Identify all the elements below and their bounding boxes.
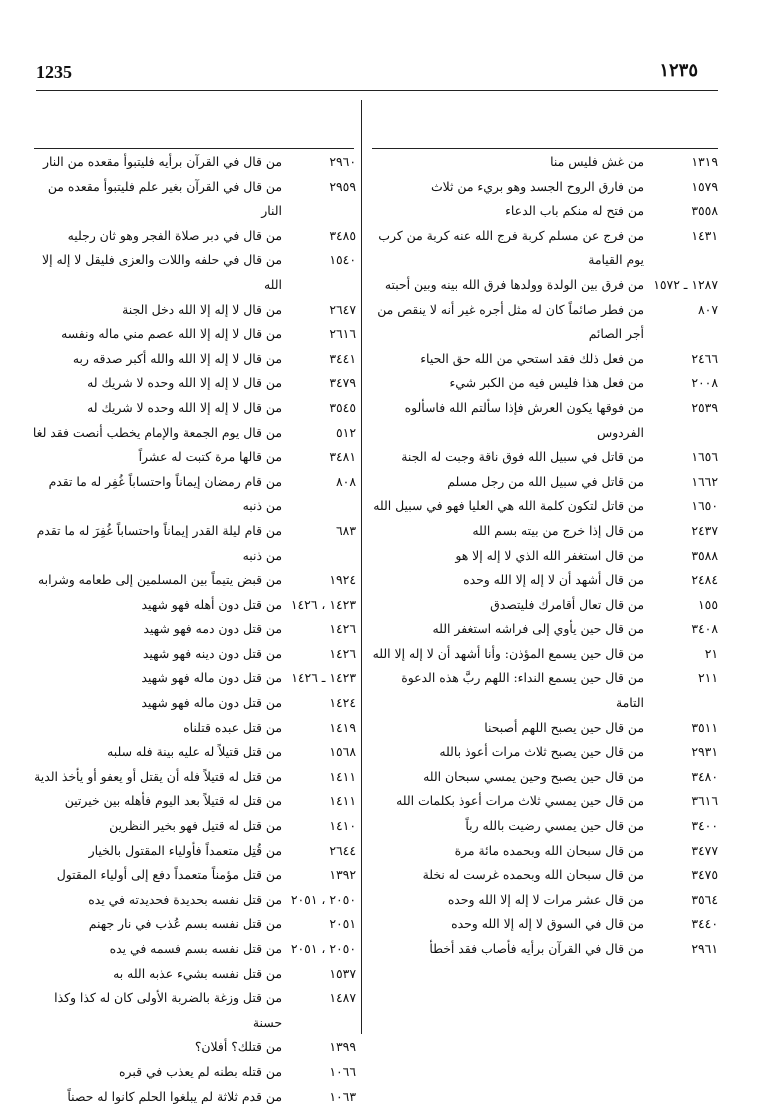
entry-number: ٢٦٤٧ [329, 301, 356, 317]
entry-number: ١٤٢٣ ، ١٤٢٦ [290, 596, 356, 612]
entry-number: ٢١١ [698, 670, 718, 686]
entry-number: ٣٤٠٨ [691, 621, 718, 637]
index-entry [30, 937, 356, 962]
index-entry [372, 519, 718, 544]
entry-number: ٢٠٠٨ [691, 375, 718, 391]
entry-text: من قال حين يأوي إلى فراشه استغفر الله [432, 621, 644, 637]
index-entry [30, 1060, 356, 1085]
index-entry [30, 248, 356, 297]
entry-text: من قتل مؤمناً متعمداً دفع إلى أولياء المقتول [56, 867, 282, 883]
entry-text: من فارق الروح الجسد وهو بريء من ثلاث [430, 178, 644, 194]
index-entry [30, 666, 356, 691]
entry-number: ٢٦١٦ [329, 326, 356, 342]
entry-number: ٣٥٤٥ [329, 399, 356, 415]
entry-text: من قتل قتيلاً له عليه بينة فله سلبه [107, 744, 282, 760]
entry-number: ٢٤٦٦ [691, 350, 718, 366]
entry-text: من قاتل لتكون كلمة الله هي العليا فهو في سبيل الله [373, 498, 644, 514]
entry-number: ١٤٨٧ [329, 990, 356, 1006]
index-entry [372, 273, 718, 298]
index-entry [372, 912, 718, 937]
index-entry [372, 199, 718, 224]
entry-text: من قال في السوق لا إله إلا الله وحده [451, 916, 644, 932]
entry-text: من قام ليلة القدر إيماناً واحتساباً غُفِرَ له ما تقدم من ذنبه [36, 522, 282, 563]
entry-number: ٦٨٣ [336, 522, 356, 538]
entry-text: من قاتل في سبيل الله من رجل مسلم [447, 473, 644, 489]
entry-text: من قتل دون أهله فهو شهيد [141, 596, 282, 612]
index-entry [372, 175, 718, 200]
entry-text: من قتل عبده قتلناه [183, 719, 282, 735]
index-entry [30, 765, 356, 790]
index-entry [30, 224, 356, 249]
index-entry [372, 839, 718, 864]
entry-number: ٢٦٤٤ [329, 842, 356, 858]
index-entry [30, 371, 356, 396]
entry-text: من قال في دبر صلاة الفجر وهو ثان رجليه [67, 227, 282, 243]
entry-number: ٣٤٨١ [329, 449, 356, 465]
index-entry [372, 347, 718, 372]
index-entry [30, 347, 356, 372]
index-entry [372, 593, 718, 618]
entry-text: من قال حين يصبح اللهم أصبحنا [484, 719, 644, 735]
index-entry [372, 666, 718, 715]
index-entry [372, 494, 718, 519]
entry-number: ١٥٤٠ [329, 252, 356, 268]
entry-text: من قتل دون دينه فهو شهيد [142, 645, 282, 661]
entry-number: ٣٥١١ [691, 719, 718, 735]
entry-number: ٢٠٥٠ ، ٢٠٥١ [290, 941, 356, 956]
entry-number: ١٢٨٧ ـ ١٥٧٢ [653, 276, 718, 292]
index-entry [372, 298, 718, 347]
index-entry [372, 863, 718, 888]
index-entry [30, 691, 356, 716]
entry-number: ٣٤٤١ [329, 350, 356, 366]
entry-number: ٢٩٦٠ [329, 154, 356, 169]
entry-text: من قال حين يمسي ثلاث مرات أعوذ بكلمات الله [396, 793, 644, 809]
index-entry [30, 322, 356, 347]
entry-number: ١٥٥ [698, 596, 718, 612]
index-entry [30, 1035, 356, 1060]
index-entry [372, 396, 718, 445]
entry-number: ٣٥٨٨ [691, 547, 718, 563]
index-entry [30, 421, 356, 446]
entry-number: ٣٤٧٥ [691, 867, 718, 883]
entry-text: من قال حين يصبح وحين يمسي سبحان الله [423, 768, 644, 784]
entry-text: من فعل ذلك فقد استحي من الله حق الحياء [420, 350, 644, 366]
entry-number: ٢٩٥٩ [329, 178, 356, 194]
left-column [30, 150, 356, 1109]
entry-number: ٣٥٥٨ [691, 203, 718, 219]
entry-number: ٥١٢ [336, 424, 356, 440]
entry-text: من فعل هذا فليس فيه من الكبر شيء [449, 375, 644, 391]
index-entry [30, 962, 356, 987]
index-entry [30, 912, 356, 937]
entry-text: من قال لا إله إلا الله وحده لا شريك له [87, 399, 282, 415]
entry-text: من قُتِل متعمداً فأولياء المقتول بالخيار [88, 842, 282, 858]
entry-number: ١٤٢٣ ـ ١٤٢٦ [291, 670, 356, 686]
entry-text: من قال إذا خرج من بيته بسم الله [472, 522, 644, 538]
entry-text: من قال تعال أقامرك فليتصدق [490, 596, 644, 612]
entry-text: من فوقها يكون العرش فإذا سألتم الله فاسألوه الفردوس [404, 399, 644, 440]
entry-number: ٢٠٥١ [329, 916, 356, 932]
entry-text: من قال حين يصبح ثلاث مرات أعوذ بالله [439, 744, 644, 760]
header-rule [36, 90, 718, 91]
entry-text: من قاتل في سبيل الله فوق ناقة وجبت له الجنة [401, 449, 644, 465]
entry-number: ٨٠٨ [336, 473, 356, 489]
index-entry [372, 888, 718, 913]
entry-number: ٢١ [704, 645, 718, 661]
entry-number: ٣٦١٦ [691, 793, 718, 809]
entry-number: ٣٤٧٩ [329, 375, 356, 391]
entry-number: ٢٤٣٧ [691, 522, 718, 538]
entry-number: ١٤١١ [329, 793, 356, 809]
entry-number: ٢٠٥٠ ، ٢٠٥١ [290, 891, 356, 907]
entry-number: ١٦٥٦ [691, 449, 718, 465]
entry-number: ٣٤٨٠ [691, 768, 718, 784]
entry-number: ١٣١٩ [691, 154, 718, 169]
entry-number: ٣٤٨٥ [329, 227, 356, 243]
index-entry [30, 519, 356, 568]
entry-text: من قال لا إله إلا الله دخل الجنة [122, 301, 282, 317]
entry-number: ١٣٩٢ [329, 867, 356, 883]
index-entry [30, 740, 356, 765]
index-entry [372, 371, 718, 396]
entry-text: من قتل وزغة بالضربة الأولى كان له كذا وكذا حسنة [54, 990, 282, 1030]
index-entry [30, 617, 356, 642]
entry-text: من قالها مرة كتبت له عشراً [138, 449, 282, 465]
entry-text: من قتل دون ماله فهو شهيد [141, 695, 282, 711]
index-entry [30, 1085, 356, 1109]
entry-text: من قال حين يسمع النداء: اللهم ربَّ هذه الدعوة التامة [401, 670, 644, 711]
entry-number: ١٤١٠ [329, 818, 356, 834]
entry-text: من قدم ثلاثة لم يبلغوا الحلم كانوا له حصناً [67, 1088, 282, 1104]
entry-number: ١٤٣١ [691, 227, 718, 243]
entry-number: ٢٤٨٤ [691, 572, 718, 588]
entry-number: ١٦٥٠ [691, 498, 718, 514]
entry-number: ١٣٩٩ [329, 1039, 356, 1055]
entry-number: ٣٤٤٠ [691, 916, 718, 932]
entry-text: من قبض يتيماً بين المسلمين إلى طعامه وشرابه [37, 572, 282, 588]
entry-number: ١٥٣٧ [329, 965, 356, 981]
index-entry [372, 224, 718, 273]
entry-number: ١٤١٩ [329, 719, 356, 735]
index-entry [372, 642, 718, 667]
index-entry [30, 839, 356, 864]
index-entry [30, 175, 356, 224]
entry-number: ٣٥٦٤ [691, 891, 718, 907]
index-entry [30, 445, 356, 470]
index-entry [372, 716, 718, 741]
entry-text: من قال لا إله إلا الله والله أكبر صدقه ربه [72, 350, 282, 366]
entry-number: ١٤٢٤ [329, 695, 356, 711]
index-entry [30, 568, 356, 593]
entry-number: ٢٩٦١ [691, 941, 718, 956]
entry-text: من قال استغفر الله الذي لا إله إلا هو [455, 547, 644, 563]
right-column [372, 150, 718, 962]
index-entry [372, 740, 718, 765]
entry-text: من قال في حلفه واللات والعزى فليقل لا إله إلا الله [42, 252, 282, 292]
entry-number: ٣٤٧٧ [691, 842, 718, 858]
index-entry [372, 789, 718, 814]
index-entry [30, 789, 356, 814]
index-entry [372, 814, 718, 839]
index-entry [30, 863, 356, 888]
entry-number: ٢٥٣٩ [691, 399, 718, 415]
entry-text: من قال لا إله إلا الله وحده لا شريك له [87, 375, 282, 391]
entry-text: من قتل نفسه بشيء عذبه الله به [113, 965, 282, 981]
entry-text: من قام رمضان إيماناً واحتساباً غُفِر له ما تقدم من ذنبه [48, 473, 282, 514]
entry-number: ١٥٦٨ [329, 744, 356, 760]
index-entry [30, 888, 356, 913]
index-entry [30, 814, 356, 839]
entry-text: من قتله بطنه لم يعذب في قبره [119, 1063, 282, 1079]
entry-text: من قتل له قتيلاً فله أن يقتل أو يعفو أو يأخذ الدية [34, 768, 282, 784]
index-entry [30, 642, 356, 667]
entry-text: من قتل نفسه بسم فسمه في يده [109, 941, 282, 956]
index-entry [30, 396, 356, 421]
entry-text: من قتل نفسه بحديدة فحديدته في يده [88, 891, 282, 907]
entry-text: من فطر صائماً كان له مثل أجره غير أنه لا ينقص من أجر الصائم [377, 301, 644, 342]
index-entry [372, 470, 718, 495]
entry-text: من فتح له منكم باب الدعاء [505, 203, 644, 219]
entry-text: من قال عشر مرات لا إله إلا الله وحده [447, 891, 644, 907]
entry-number: ٨٠٧ [698, 301, 718, 317]
index-entry [30, 298, 356, 323]
entry-number: ١٠٦٣ [329, 1088, 356, 1104]
index-entry [372, 617, 718, 642]
entry-number: ١٤١١ [329, 768, 356, 784]
entry-number: ١٤٢٦ [329, 621, 356, 637]
index-entry [30, 593, 356, 618]
entry-text: من قال حين يسمع المؤذن: وأنا أشهد أن لا إله إلا الله [372, 645, 644, 661]
page-number-arabic: ١٢٣٥ [659, 60, 698, 81]
entry-text: من قال سبحان الله وبحمده غرست له نخلة [422, 867, 644, 883]
page-number-latin: 1235 [36, 62, 72, 82]
entry-text: من قتلك؟ أفلان؟ [194, 1039, 282, 1055]
entry-number: ٢٩٣١ [691, 744, 718, 760]
index-entry [372, 445, 718, 470]
entry-text: من قال في القرآن بغير علم فليتبوأ مقعده من النار [47, 178, 282, 219]
entry-text: من قال في القرآن برأيه فأصاب فقد أخطأ [429, 941, 644, 956]
entry-text: من قال لا إله إلا الله عصم مني ماله ونفسه [61, 326, 282, 342]
entry-text: من قال سبحان الله وبحمده مائة مرة [454, 842, 644, 858]
entry-text: من قتل دون ماله فهو شهيد [141, 670, 282, 686]
entry-text: من فرج عن مسلم كربة فرج الله عنه كربة من كرب يوم القيامة [378, 227, 644, 268]
index-entry [30, 986, 356, 1035]
entry-text: من قال أشهد أن لا إله إلا الله وحده [463, 572, 644, 588]
index-entry [30, 470, 356, 519]
index-entry [30, 150, 356, 175]
index-entry [372, 150, 718, 175]
entry-text: من قتل له قتيلاً بعد اليوم فأهله بين خيرتين [64, 793, 282, 809]
index-entry [372, 765, 718, 790]
entry-text: من قال يوم الجمعة والإمام يخطب أنصت فقد لغا [32, 424, 282, 440]
entry-text: من قتل دون دمه فهو شهيد [143, 621, 282, 637]
column-divider [361, 100, 362, 1034]
index-entry [372, 937, 718, 962]
index-entry [372, 568, 718, 593]
entry-text: من فرق بين الولدة وولدها فرق الله بينه وبين أحبته [384, 276, 644, 292]
entry-number: ١٤٢٦ [329, 645, 356, 661]
entry-number: ١٩٢٤ [329, 572, 356, 588]
entry-number: ١٦٦٢ [691, 473, 718, 489]
entry-text: من قال في القرآن برأيه فليتبوأ مقعده من النار [43, 154, 282, 169]
left-column-rule [34, 148, 354, 149]
entry-number: ٣٤٠٠ [691, 818, 718, 834]
entry-text: من غش فليس منا [550, 154, 644, 169]
right-column-rule [372, 148, 718, 149]
index-entry [372, 544, 718, 569]
entry-text: من قال حين يمسي رضيت بالله رباً [465, 818, 644, 834]
entry-text: من قتل نفسه بسم عُذب في نار جهنم [88, 916, 282, 932]
entry-number: ١٠٦٦ [329, 1063, 356, 1079]
entry-number: ١٥٧٩ [691, 178, 718, 194]
entry-text: من قتل له قتيل فهو بخير النظرين [109, 818, 282, 834]
index-entry [30, 716, 356, 741]
